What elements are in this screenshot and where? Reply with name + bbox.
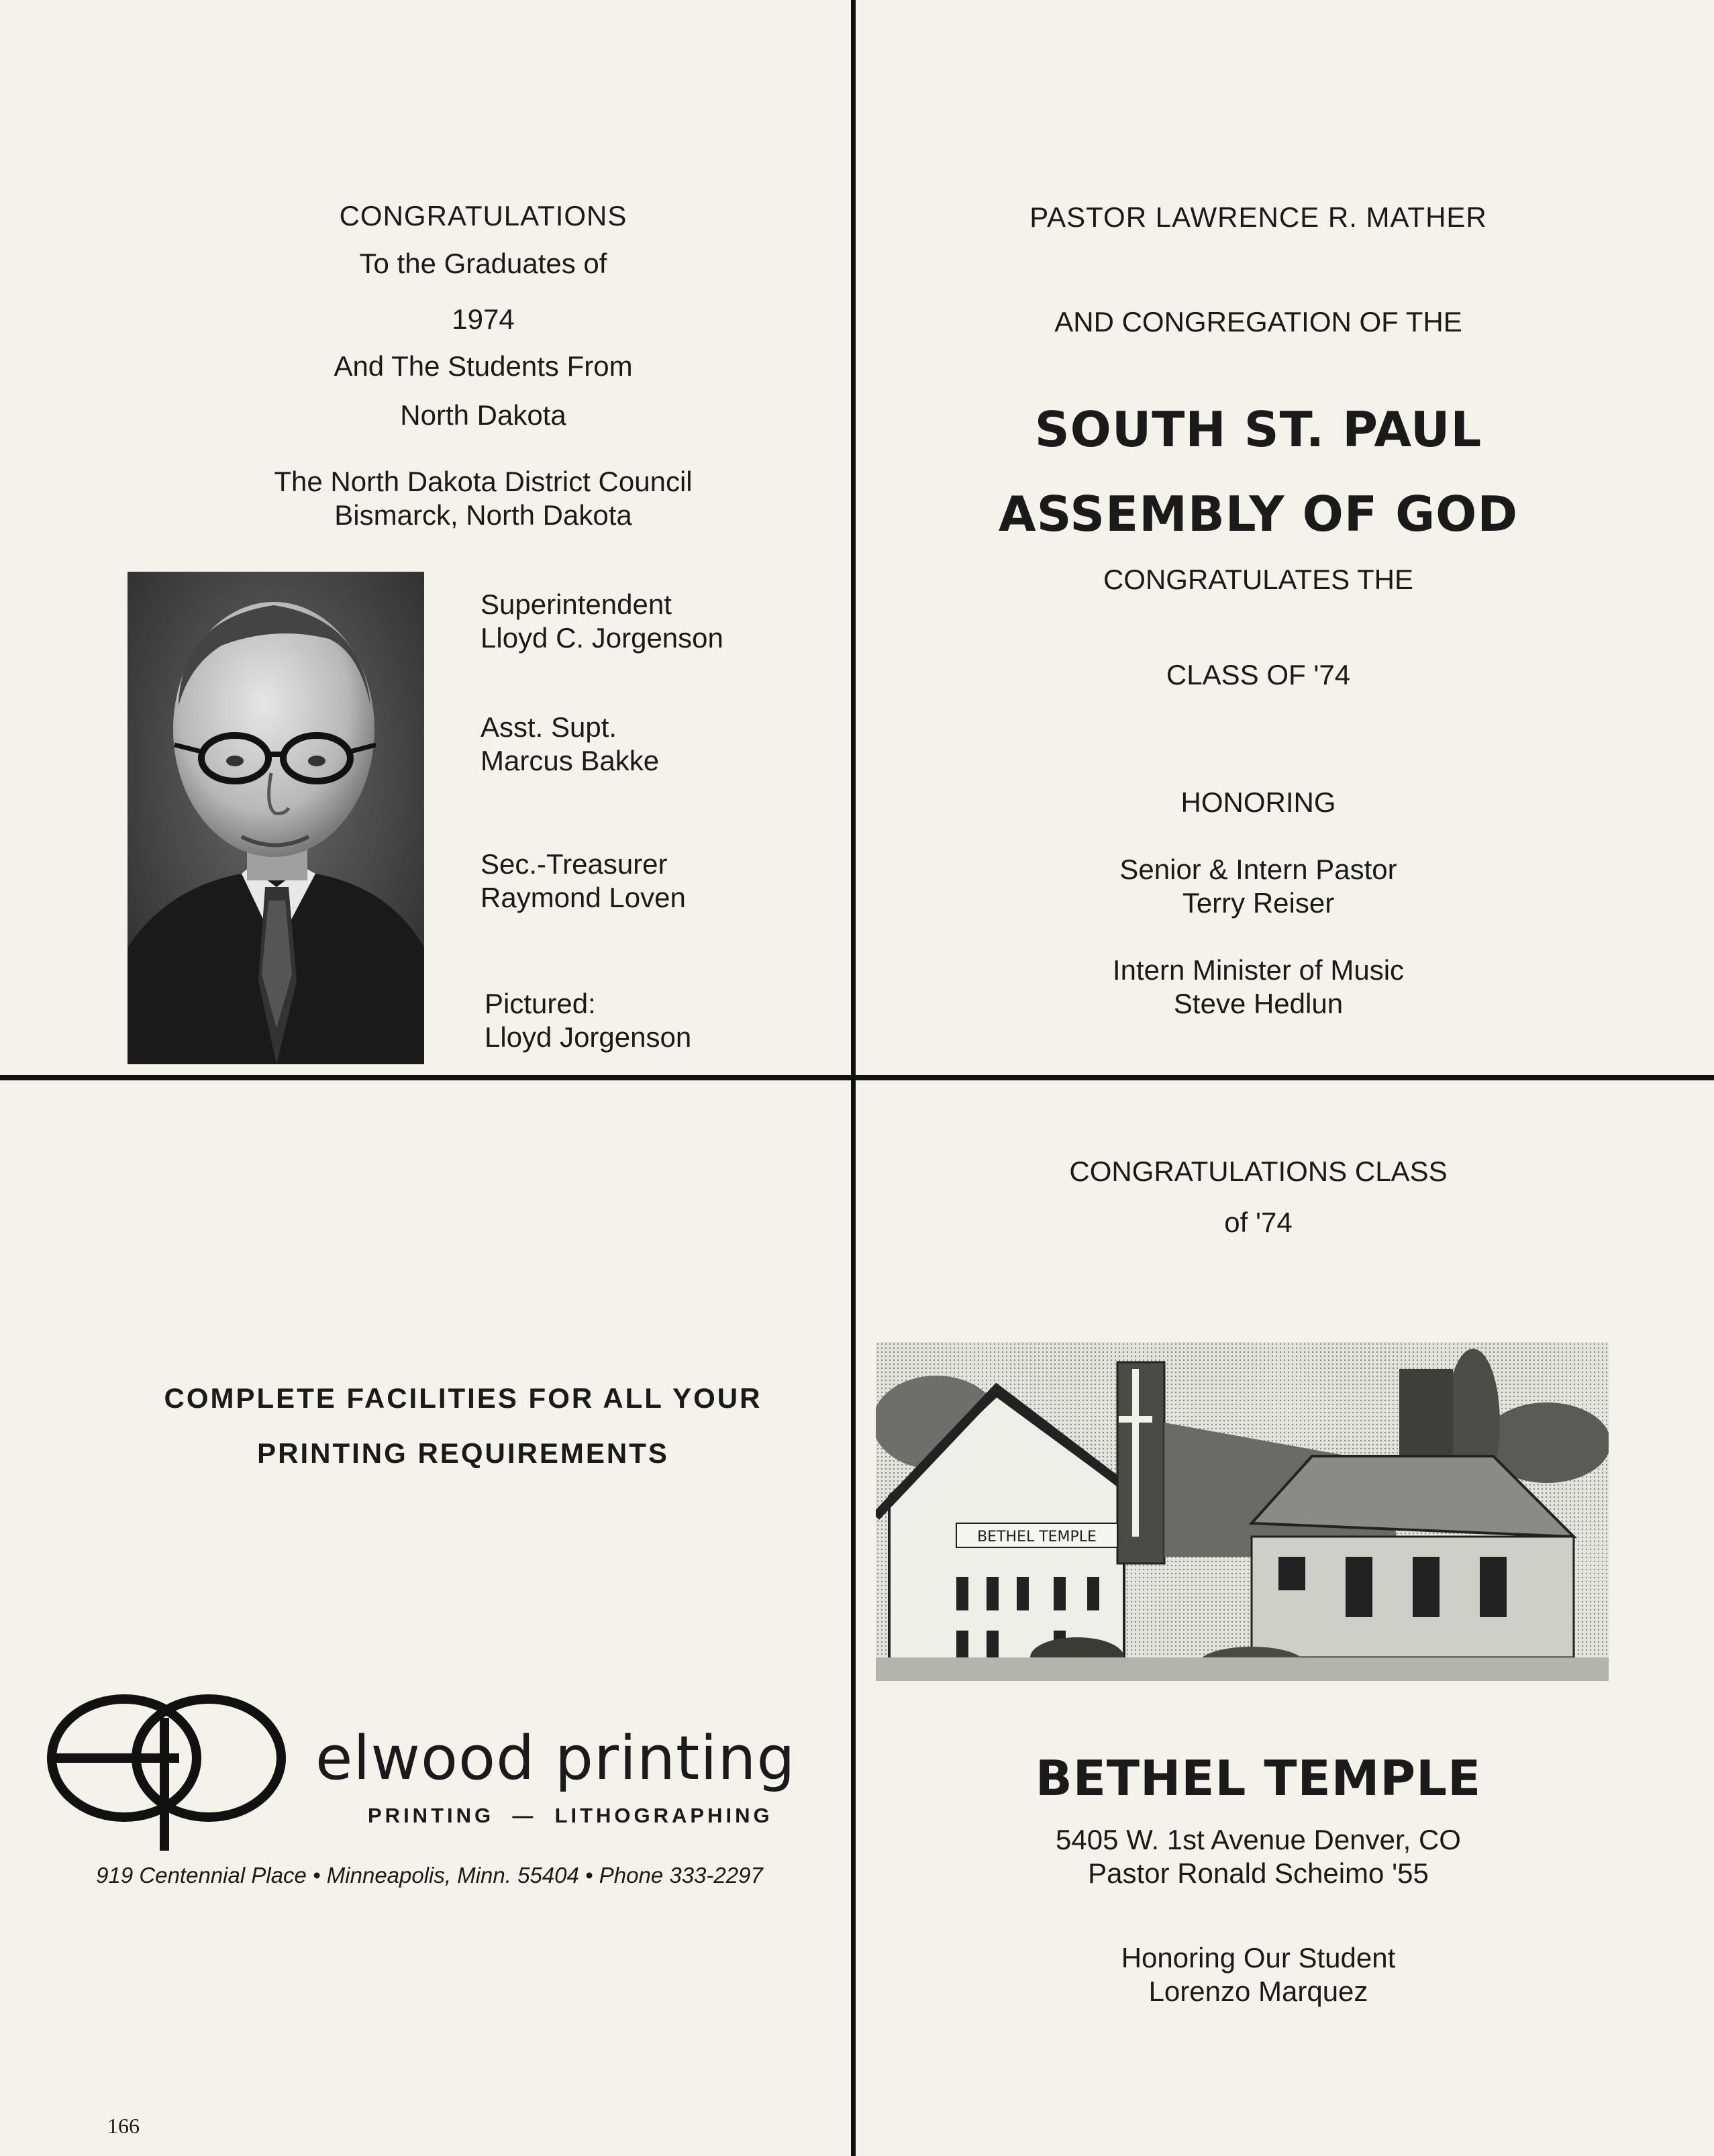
council-name: The North Dakota District Council — [274, 466, 693, 497]
honoree-name-2: Steve Hedlun — [1173, 988, 1344, 1019]
officer-title-3: Sec.-Treasurer — [481, 848, 668, 880]
services-line: PRINTING — LITHOGRAPHING — [368, 1804, 773, 1827]
honoring-label: HONORING — [1180, 786, 1336, 818]
facilities-headline-2: PRINTING REQUIREMENTS — [257, 1437, 669, 1469]
pictured-label: Pictured: — [485, 988, 596, 1019]
council-city: Bismarck, North Dakota — [334, 499, 632, 531]
bethel-pastor: Pastor Ronald Scheimo '55 — [1088, 1857, 1429, 1889]
church-illustration — [876, 1342, 1609, 1681]
facilities-headline-1: COMPLETE FACILITIES FOR ALL YOUR — [164, 1382, 762, 1414]
pictured-name: Lloyd Jorgenson — [485, 1021, 692, 1053]
year-line: 1974 — [452, 303, 515, 335]
congregation-line: AND CONGREGATION OF THE — [1054, 306, 1462, 338]
class-year: of '74 — [1224, 1207, 1293, 1238]
honoree-name-1: Terry Reiser — [1182, 887, 1335, 919]
company-name: elwood printing — [315, 1723, 796, 1794]
bethel-temple-name: BETHEL TEMPLE — [1035, 1750, 1482, 1806]
honoree-role-1: Senior & Intern Pastor — [1119, 854, 1397, 885]
officer-title-2: Asst. Supt. — [481, 711, 617, 743]
pastor-line: PASTOR LAWRENCE R. MATHER — [1029, 201, 1487, 233]
church-drawing — [876, 1342, 1609, 1681]
page-number: 166 — [107, 2114, 140, 2138]
ep-logo-mark — [37, 1691, 292, 1852]
officer-name-1: Lloyd C. Jorgenson — [481, 622, 723, 654]
ep-logo — [37, 1691, 292, 1852]
graduates-line: To the Graduates of — [359, 248, 607, 279]
company-address: 919 Centennial Place • Minneapolis, Minn. 55404 • Phone 333-2297 — [96, 1863, 763, 1888]
officer-name-3: Raymond Loven — [481, 882, 686, 913]
portrait-illustration — [128, 572, 424, 1064]
bethel-address: 5405 W. 1st Avenue Denver, CO — [1056, 1824, 1461, 1855]
congratulates-line: CONGRATULATES THE — [1103, 564, 1414, 595]
students-line: And The Students From — [334, 350, 633, 382]
building-sign-text: BETHEL TEMPLE — [977, 1529, 1097, 1545]
church-name-line1: SOUTH ST. PAUL — [1034, 401, 1482, 458]
congratulations-class: CONGRATULATIONS CLASS — [1069, 1156, 1448, 1187]
honoring-student-label: Honoring Our Student — [1121, 1942, 1396, 1973]
state-line: North Dakota — [400, 399, 566, 431]
officer-name-2: Marcus Bakke — [481, 745, 660, 776]
church-name-line2: ASSEMBLY OF GOD — [998, 486, 1519, 542]
honoree-role-2: Intern Minister of Music — [1112, 954, 1405, 986]
horizontal-divider — [0, 1075, 1714, 1080]
portrait-photo — [128, 572, 424, 1064]
officer-title-1: Superintendent — [481, 588, 672, 620]
class-line: CLASS OF '74 — [1166, 659, 1351, 690]
congratulations-heading: CONGRATULATIONS — [339, 200, 627, 232]
student-name: Lorenzo Marquez — [1148, 1975, 1368, 2007]
